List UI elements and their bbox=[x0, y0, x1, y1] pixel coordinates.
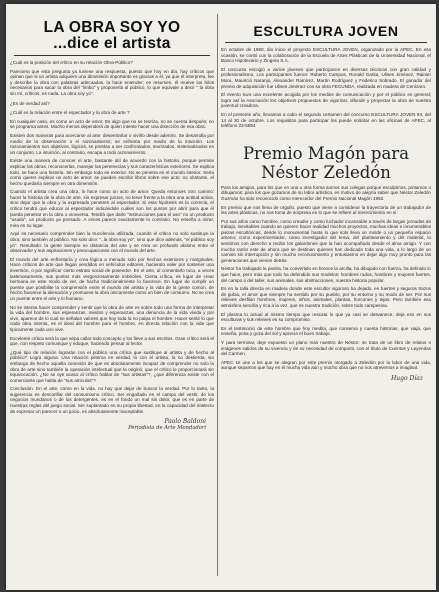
paragraph: ¿Qué tipo de relación lograrán con el público una crítica que sustituye al artista y de hecho al público? Logra alguna. Una relación pésima en verdad, lo con el artista, la no destierda, sin embargo de hecho aquella conexión de que es absolutamente incapaz de comprender no solo la obra de arte sino también la operación intelectual que la originó, que el crítico le proporcionará sin equivocación. ¿No se oye acaso al crítico hablar de "sus artistas"?, ¿que diferencia existe con el comerciante que habla de "sus artículos"? bbox=[10, 349, 214, 383]
paragraph: El concurso escogió a varios jóvenes que participaron en diversas técnicas con gran calidad y profesionalismo. Los participantes fueron: Roberto Campos, Ronald Garita, Ulises Jiménez, Rainier Mora, Mauricio Naranjo, Alexander Ramírez, Martín Rodríguez y Federico Sobrado. El ganador del premio de adquisición fue Ulises Jiménez con su obra FECUNDA, realizada en madera de Cenízaro. bbox=[221, 66, 431, 89]
paragraph: El evento tuvo una excelente acogida por los medios de comunicación y por el público en general; logra así la Asociación los objetivos propuestos de vigorizar, difundir y proyectar la obra de nuestra juventud creadora. bbox=[221, 92, 431, 109]
premio-magon-title: Premio Magón para Néstor Zeledón bbox=[242, 143, 410, 182]
escultura-title-rule bbox=[225, 42, 427, 43]
paragraph: Es en la talla directa en madera donde este escultor vigoroso ha dejado, en fuertes y seguros trazos de gubia, el amor que siempre ha sentido por su pueblo, por su entorno y su modo de ser. Por sus relieves desfilan hombres, mujeres, niños, animales, plantas, horcones y tejas. Pero también esa atmósfera sencilla y rica a la vez, que es nuestra tradición, sobre todo campesina. bbox=[221, 286, 431, 308]
paragraph: Existe una manera de conocer el arte, bastante útil de acuerdo con la historia, porque permite explicar las obras, reconocerlas, manejar las pertenecias y sus características exteriores. Se explica todo, se hace una historia. Sin embargo todo es exterior. No se penetra en el mundo interior. Sería como querer explicar un acto de amor: se pueden escribir libros sobre ese acto: no obstante, el hecho quedaría siempre en otra dimensión. bbox=[10, 158, 214, 186]
paragraph: Es premio que nos llena de orgullo, puesto que viene a considerar la trayectoria de un trabajador de las artes plásticas, no nos toma de sorpresa en lo que se refiere al merecimiento en sí. bbox=[221, 204, 431, 216]
paragraph: El mundo del arte enfrentaría y crea lógica a menudo solo por hechos exteriores y marginales. Hace críticos de arte que llegan vendidos en vehículos editores, haciendo valer por sostener una inversión, o por significar cierto estrato social de poseedor. En el arte, al comentarlo toca, a veces lastimosamente, sus puntos más vergonzosamente imbéciles. Cierta crítica, es lugar de crear hermana en este modo de ver, de hacho tradicionalmente lo favorece. En lugar de cumplir un puente que posibilite la comprensión entre el mundo del artista y la vida de la gente común, de hecho favorece la alienación y promueve la obra únicamente como un bien de consumo. No se crea un puente entre el arte y lo humano. bbox=[10, 256, 214, 301]
article-title-line1: LA OBRA SOY YO bbox=[43, 19, 181, 36]
title-rule bbox=[14, 55, 210, 56]
paragraph: Cuando el artista crea una obra, lo hace como un acto de amor. Queda entonces otro camino: hacer la historia de la obra de arte, sin expresar juicios, no tener frente a la obra una actitud activa, sino dejar que la obra y la expresado penetren al espectador. Si esta hipótesis es la correcta, el crítico tendrá que educar al espectador indicándole cuáles son los puntos por abrir para que él pueda penetrar en la obra o viceversa. Tendrá que darle "instrucciones para el uso" no un producto "usado", un producto ya pensado. A veces parece exactamente lo contrario. No enseña a mirar, mira en su lugar. bbox=[10, 189, 214, 228]
paragraph: Aquí es necesario comprender bien la trucolencia utilizada, cuando el crítico no solo sustituye la obra, sino también al público. No solo dice: "..la obra soy yo", sino que dice además, "el público soy yo". Resultado: la gente siempre se distancia del arte y se crea un profundo abismo entre el observador y sus aspiraciones y preocupaciones con el mundo del arte. bbox=[10, 231, 214, 254]
escultura-joven-title: ESCULTURA JOVEN bbox=[253, 23, 399, 39]
signature-name: Paolo Baldoni bbox=[164, 418, 206, 426]
left-signature bbox=[10, 419, 206, 431]
paragraph: Existen dos maneras para acercarse al arte: desentrañar o vivirlo desde adentro. Se desarrolla por medio de la observación o el razonamiento; se enfrenta por medio de la intuición. Los razonamientos son objetivos, lógicos, se prestan a ser confrontados, teorizados, sistematizados en un conjunto. La intuición, al contrario, escapa a todo razonamiento. bbox=[10, 132, 214, 155]
paragraph: Por sus años como hombre, como creador y como luchador incansable a través de largas jornadas de trabajo, inevitables cuando se quieren hacer realidad muchos proyectos, muchas ideas e innumerables piezas escultóricas, desde lo monumental hasta lo que solo lleva un molde o un pequeño espacio ameno; como experimentador, como investigador del tema, del planteamiento y del material, lo sentimos con derecho a recibir los galardones que la han acompañado desde el alma amigo. Y con mucha razón este de ahora que se destinan quienes han dedicado toda una vida, a lo largo de un camino sin interrupción y sin mucho reconocimiento y entusiasmo en dejar algo muy pronto para las generaciones que vienen detrás. bbox=[221, 218, 431, 263]
paragraph: Excelente crítica será la que sepa callar todo concepto y los lleve a sus escritos. Gran crítico será el que, con respeto comunique y eduque, haciendo pensar al lector. bbox=[10, 335, 214, 347]
paragraph: No se intenta hacer comprender y sentir que la obra de arte es sobre todo una forma de interpretar la vida del hombre, sus esperanzas, miedos y esperanzas, una denuncia de la vida vivida y por vivir, aparece de lo cual se señalan valores que hoy toda la no palpa el hombre. Hacer sentir lo que cada obra intenta, es el ideal del hombre para el hombre, en directa relación con la vida que tipicamente cada uno vive. bbox=[10, 304, 214, 332]
paragraph: ¿Cuál es la posición del crítico en su relación Obra-Público? bbox=[10, 60, 133, 65]
paragraph: El plasma lo actual al mismo tiempo que rescata lo que ya casi se desvanece, deja eso en sus esculturas y sus relieves es su compromiso. bbox=[221, 311, 431, 323]
paragraph: Es el testimonio de este hombre que hoy medita, que conserva y cuenta historias, que viaja, que enseña, posa y goza del sol y aprecia el buen trabajo. bbox=[221, 325, 431, 337]
left-article-body bbox=[10, 60, 214, 414]
paragraph: En octubre de 1990, dio inicio el proyecto ESCULTURA JOVEN, organizado por la APEC. En esa ocasión, se contó con la colaboración de la Escuela de Artes Plásticas de la Universidad Nacional, el Banco Hipotecario y Zingera S.A. bbox=[221, 47, 431, 64]
escultura-joven-body bbox=[221, 47, 431, 129]
paragraph: Y para terminar, deje expuesto un plano más nuestro de Néstor: se trata de un libro de relatos e imágenes salidos de su vivencia y de su necesidad de compartir, con el título de Cuentos y Leyendas del Carmen. bbox=[221, 339, 431, 357]
paragraph: APEC se une a los que se alegran por este premio otorgado a Zeledón por la labor de una vida, aunque sepamos que hay en él mucha vida aún y mucho obra que no nos atrevemos a imaginar. bbox=[221, 359, 431, 371]
paragraph: Para los amigos, para los que en una u otra forma somos sus colegas porque esculpimos, pintamos o dibujamos; para los que gozamos de su labor artística, es motivo de alegría saber que Néstor Zeledón Guzmán ha sido reconocido como merecedor del Premio Nacional Magón 1992. bbox=[221, 184, 431, 201]
paragraph: En cualquier caso, es como un acto de amor. Es algo que no se teoriza, no se cuenta después; no se programa antes. Mucho menos dependerá de quien intente hacer una disección de esa obra. bbox=[10, 118, 214, 130]
paragraph: Conclusión. En el arte, como en la vida, no hay que dejar de buscar la verdad. Por lo tanto, la sugerencia es desconfiar del consumismo crítico. Ser engañado en el campo del vestir, de los negocios mundanos o de los detergentes, es en el fondo un mal sin dolor, que es en parte de nuestras reglas del juego social. Ser suplantado en su propia libertad, en la capacidad del intelecto de expresar un parecer o un juicio, es absolutamente inaceptable. bbox=[10, 386, 214, 414]
paragraph: En el presente año, llevamos a cabo el segundo certamen del concurso ESCULTURA JOVEN 93, del 14 al 30 de octubre. Los requisitos para participar los puede solicitar en las oficinas de APEC, al teléfono 23-5854 bbox=[221, 111, 431, 129]
premio-magon-body bbox=[221, 185, 431, 371]
right-signature bbox=[221, 376, 423, 382]
paragraph: ¿Es de verdad así? bbox=[10, 100, 50, 106]
newsletter-page bbox=[6, 4, 436, 590]
paragraph: ¿Cuál es la relación entre el espectador y la obra de arte ? bbox=[10, 110, 130, 116]
article-title-line2: ...dice el artista bbox=[53, 35, 171, 52]
right-column bbox=[221, 4, 431, 590]
column-divider bbox=[217, 14, 218, 576]
paragraph: Pareciera que esta pregunta ya tuviese una respuesta, puesto que hoy en día, hay críticos que opinan que si un artista adquiere una dimensión importante es gracias a él, ya que él interpreta, lee y describe la obra con palabras adecuadas, la hace entender; en resumen, él mueve los hilos necesarios para sacar la obra del "limbo" y proponerla al público, lo que equivale a decir " la obra sin mí, críticos, es nada. La obra soy yo". bbox=[10, 68, 214, 96]
signature-hugo: Hugo Díaz bbox=[391, 374, 423, 382]
left-column bbox=[10, 4, 214, 590]
paragraph: Néstor ha trabajado la piedra, ha convertido en bronce la arcilla, ha dibujado con fuerza, ha definido lo que hace, pero más que todo ha defendido sus modelos: hombres rudos, hombres y mujeres fuertes, del campo o del taller, sus animales, sus abstracciones, nuestra historia popular. bbox=[221, 266, 431, 283]
signature-role: Periodista de Arte Mondadori bbox=[128, 425, 206, 432]
